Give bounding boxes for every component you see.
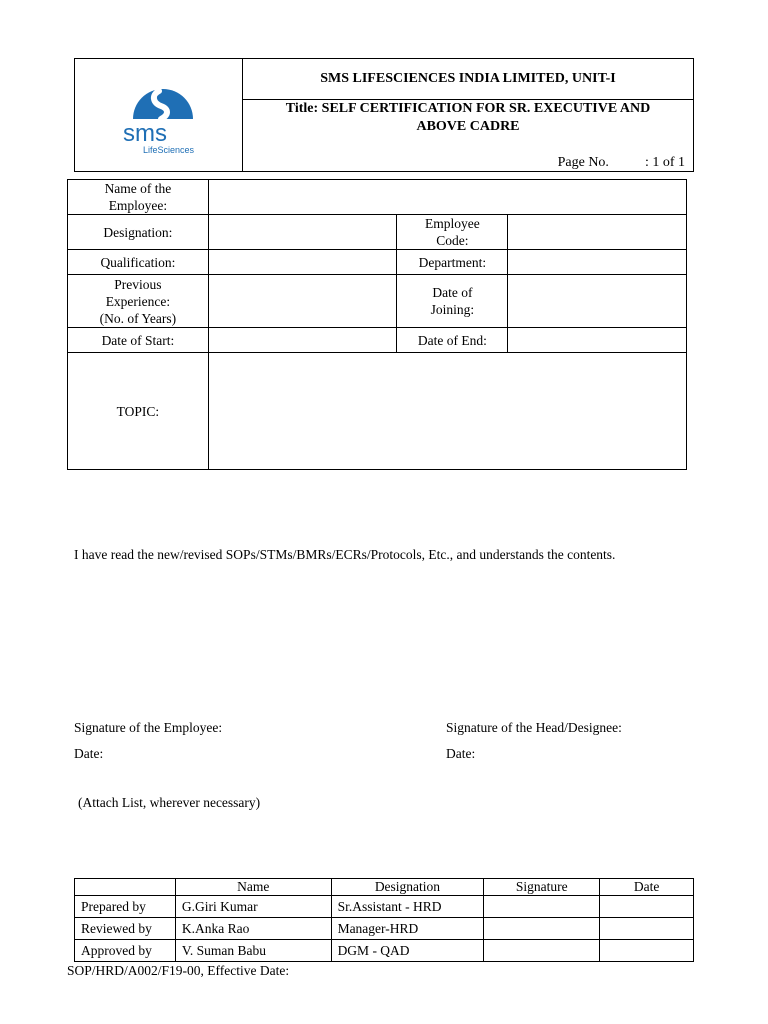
- footer-document-code: SOP/HRD/A002/F19-00, Effective Date:: [67, 963, 290, 978]
- approval-date-cell[interactable]: [600, 896, 694, 918]
- declaration-text: I have read the new/revised SOPs/STMs/BMRs/ECRs/Protocols, Etc., and understands the contents.: [74, 547, 616, 562]
- label-date-of-start: Date of Start:: [68, 328, 209, 353]
- label-date-of-end: Date of End:: [397, 328, 508, 353]
- approval-role: Approved by: [75, 940, 176, 962]
- field-topic[interactable]: [208, 353, 686, 470]
- svg-text:sms: sms: [123, 120, 167, 147]
- document-header: [74, 58, 694, 172]
- head-date-label: Date:: [446, 746, 476, 761]
- title-line-2: ABOVE CADRE: [416, 119, 520, 134]
- label-date-of-joining: Date of Joining:: [397, 275, 508, 328]
- field-date-of-end[interactable]: [508, 328, 687, 353]
- table-row: [75, 918, 694, 940]
- approval-table: [74, 878, 694, 962]
- approval-designation: Manager-HRD: [331, 918, 484, 940]
- document-title: [243, 100, 693, 136]
- approval-role: Reviewed by: [75, 918, 176, 940]
- company-logo: [123, 79, 207, 159]
- field-employee-code[interactable]: [508, 215, 687, 250]
- logo-cell: [75, 59, 243, 171]
- svg-text:LifeSciences: LifeSciences: [143, 145, 195, 155]
- field-date-of-start[interactable]: [208, 328, 397, 353]
- approval-date-cell[interactable]: [600, 918, 694, 940]
- field-designation[interactable]: [208, 215, 397, 250]
- table-row: [75, 940, 694, 962]
- label-designation: Designation:: [68, 215, 209, 250]
- label-previous-experience: Previous Experience: (No. of Years): [68, 275, 209, 328]
- label-topic: TOPIC:: [68, 353, 209, 470]
- approval-designation: Sr.Assistant - HRD: [331, 896, 484, 918]
- approval-designation: DGM - QAD: [331, 940, 484, 962]
- approval-role: Prepared by: [75, 896, 176, 918]
- approval-name: K.Anka Rao: [175, 918, 331, 940]
- label-department: Department:: [397, 250, 508, 275]
- page-value: : 1 of 1: [644, 155, 685, 170]
- head-signature-label: Signature of the Head/Designee:: [446, 720, 622, 735]
- employee-date-label: Date:: [74, 746, 104, 761]
- approval-header-name: Name: [175, 879, 331, 896]
- field-date-of-joining[interactable]: [508, 275, 687, 328]
- employee-details-table: [67, 179, 687, 470]
- field-qualification[interactable]: [208, 250, 397, 275]
- approval-header-designation: Designation: [331, 879, 484, 896]
- approval-name: G.Giri Kumar: [175, 896, 331, 918]
- title-line-1: Title: SELF CERTIFICATION FOR SR. EXECUTIVE AND: [285, 101, 651, 116]
- approval-signature-cell[interactable]: [484, 940, 600, 962]
- approval-header-signature: Signature: [484, 879, 600, 896]
- label-employee-code: Employee Code:: [397, 215, 508, 250]
- approval-header-blank: [75, 879, 176, 896]
- approval-date-cell[interactable]: [600, 940, 694, 962]
- label-qualification: Qualification:: [68, 250, 209, 275]
- attach-note: (Attach List, wherever necessary): [78, 795, 261, 810]
- label-employee-name: Name of the Employee:: [68, 180, 209, 215]
- table-row: [75, 896, 694, 918]
- field-employee-name[interactable]: [208, 180, 686, 215]
- field-department[interactable]: [508, 250, 687, 275]
- approval-header-date: Date: [600, 879, 694, 896]
- field-previous-experience[interactable]: [208, 275, 397, 328]
- company-name: SMS LIFESCIENCES INDIA LIMITED, UNIT-I: [243, 59, 693, 100]
- page-label: Page No.: [557, 155, 609, 170]
- approval-signature-cell[interactable]: [484, 896, 600, 918]
- approval-signature-cell[interactable]: [484, 918, 600, 940]
- employee-signature-label: Signature of the Employee:: [74, 720, 223, 735]
- page-number: [243, 155, 685, 171]
- approval-header-row: [75, 879, 694, 896]
- approval-name: V. Suman Babu: [175, 940, 331, 962]
